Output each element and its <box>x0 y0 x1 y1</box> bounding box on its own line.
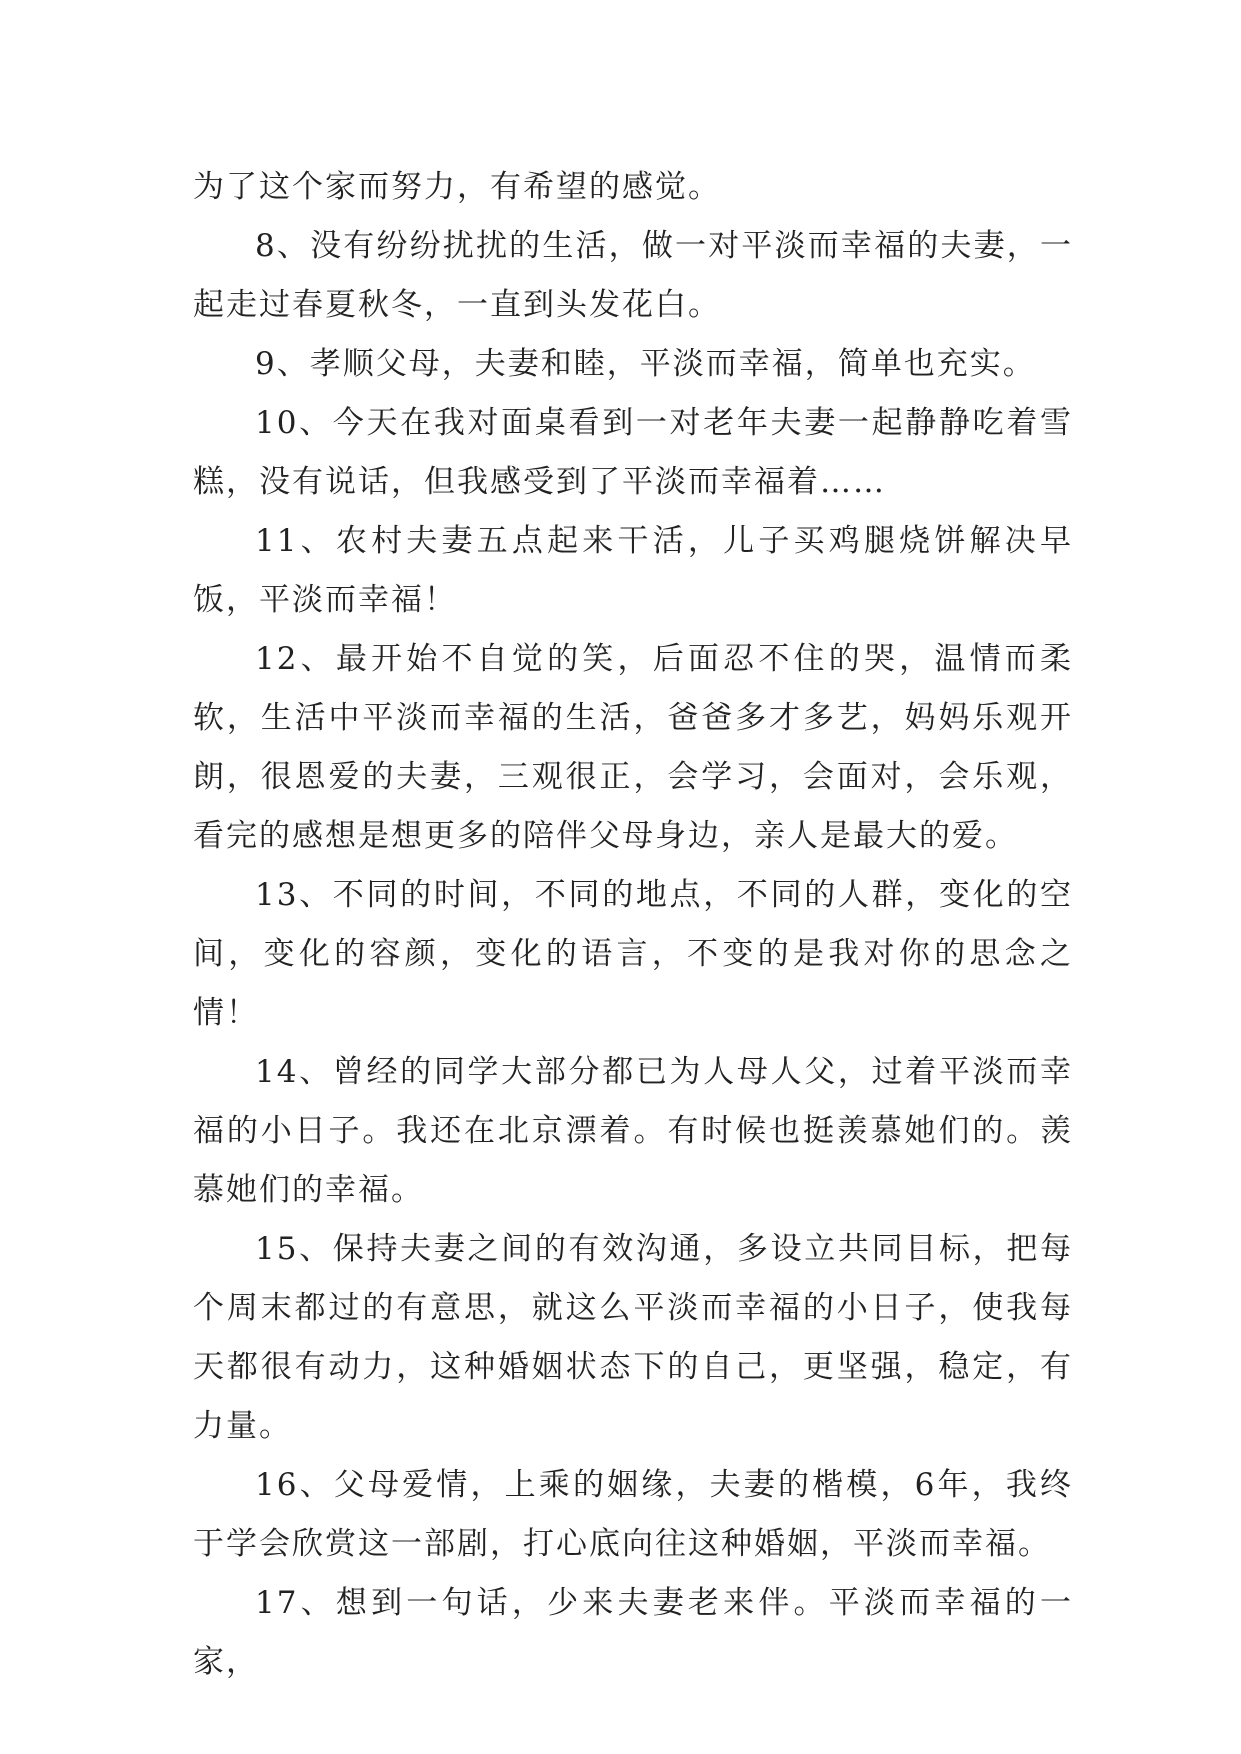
paragraph-continuation: 为了这个家而努力，有希望的感觉。 <box>193 169 721 205</box>
document-body <box>193 158 1073 1692</box>
paragraph-item-12: 12、最开始不自觉的笑，后面忍不住的哭，温情而柔软，生活中平淡而幸福的生活，爸爸多才多艺，妈妈乐观开朗，很恩爱的夫妻，三观很正，会学习，会面对，会乐观，看完的感想是想更多的陪伴父母身边，亲人是最大的爱。 <box>193 641 1073 854</box>
paragraph-item-13: 13、不同的时间，不同的地点，不同的人群，变化的空间，变化的容颜，变化的语言，不变的是我对你的思念之情！ <box>193 877 1073 1031</box>
paragraph-item-11: 11、农村夫妻五点起来干活，儿子买鸡腿烧饼解决早饭，平淡而幸福！ <box>193 523 1073 618</box>
paragraph-item-17: 17、想到一句话，少来夫妻老来伴。平淡而幸福的一家， <box>193 1585 1073 1680</box>
paragraph-item-9: 9、孝顺父母，夫妻和睦，平淡而幸福，简单也充实。 <box>255 346 1036 382</box>
paragraph-item-15: 15、保持夫妻之间的有效沟通，多设立共同目标，把每个周末都过的有意思，就这么平淡而幸福的小日子，使我每天都很有动力，这种婚姻状态下的自己，更坚强，稳定，有力量。 <box>193 1231 1073 1444</box>
paragraph-item-14: 14、曾经的同学大部分都已为人母人父，过着平淡而幸福的小日子。我还在北京漂着。有时候也挺羡慕她们的。羡慕她们的幸福。 <box>193 1054 1073 1208</box>
paragraph-item-8: 8、没有纷纷扰扰的生活，做一对平淡而幸福的夫妻，一起走过春夏秋冬，一直到头发花白。 <box>193 228 1073 323</box>
paragraph-item-10: 10、今天在我对面桌看到一对老年夫妻一起静静吃着雪糕，没有说话，但我感受到了平淡而幸福着…… <box>193 405 1073 500</box>
paragraph-item-16: 16、父母爱情，上乘的姻缘，夫妻的楷模，6年，我终于学会欣赏这一部剧，打心底向往这种婚姻，平淡而幸福。 <box>193 1467 1073 1562</box>
